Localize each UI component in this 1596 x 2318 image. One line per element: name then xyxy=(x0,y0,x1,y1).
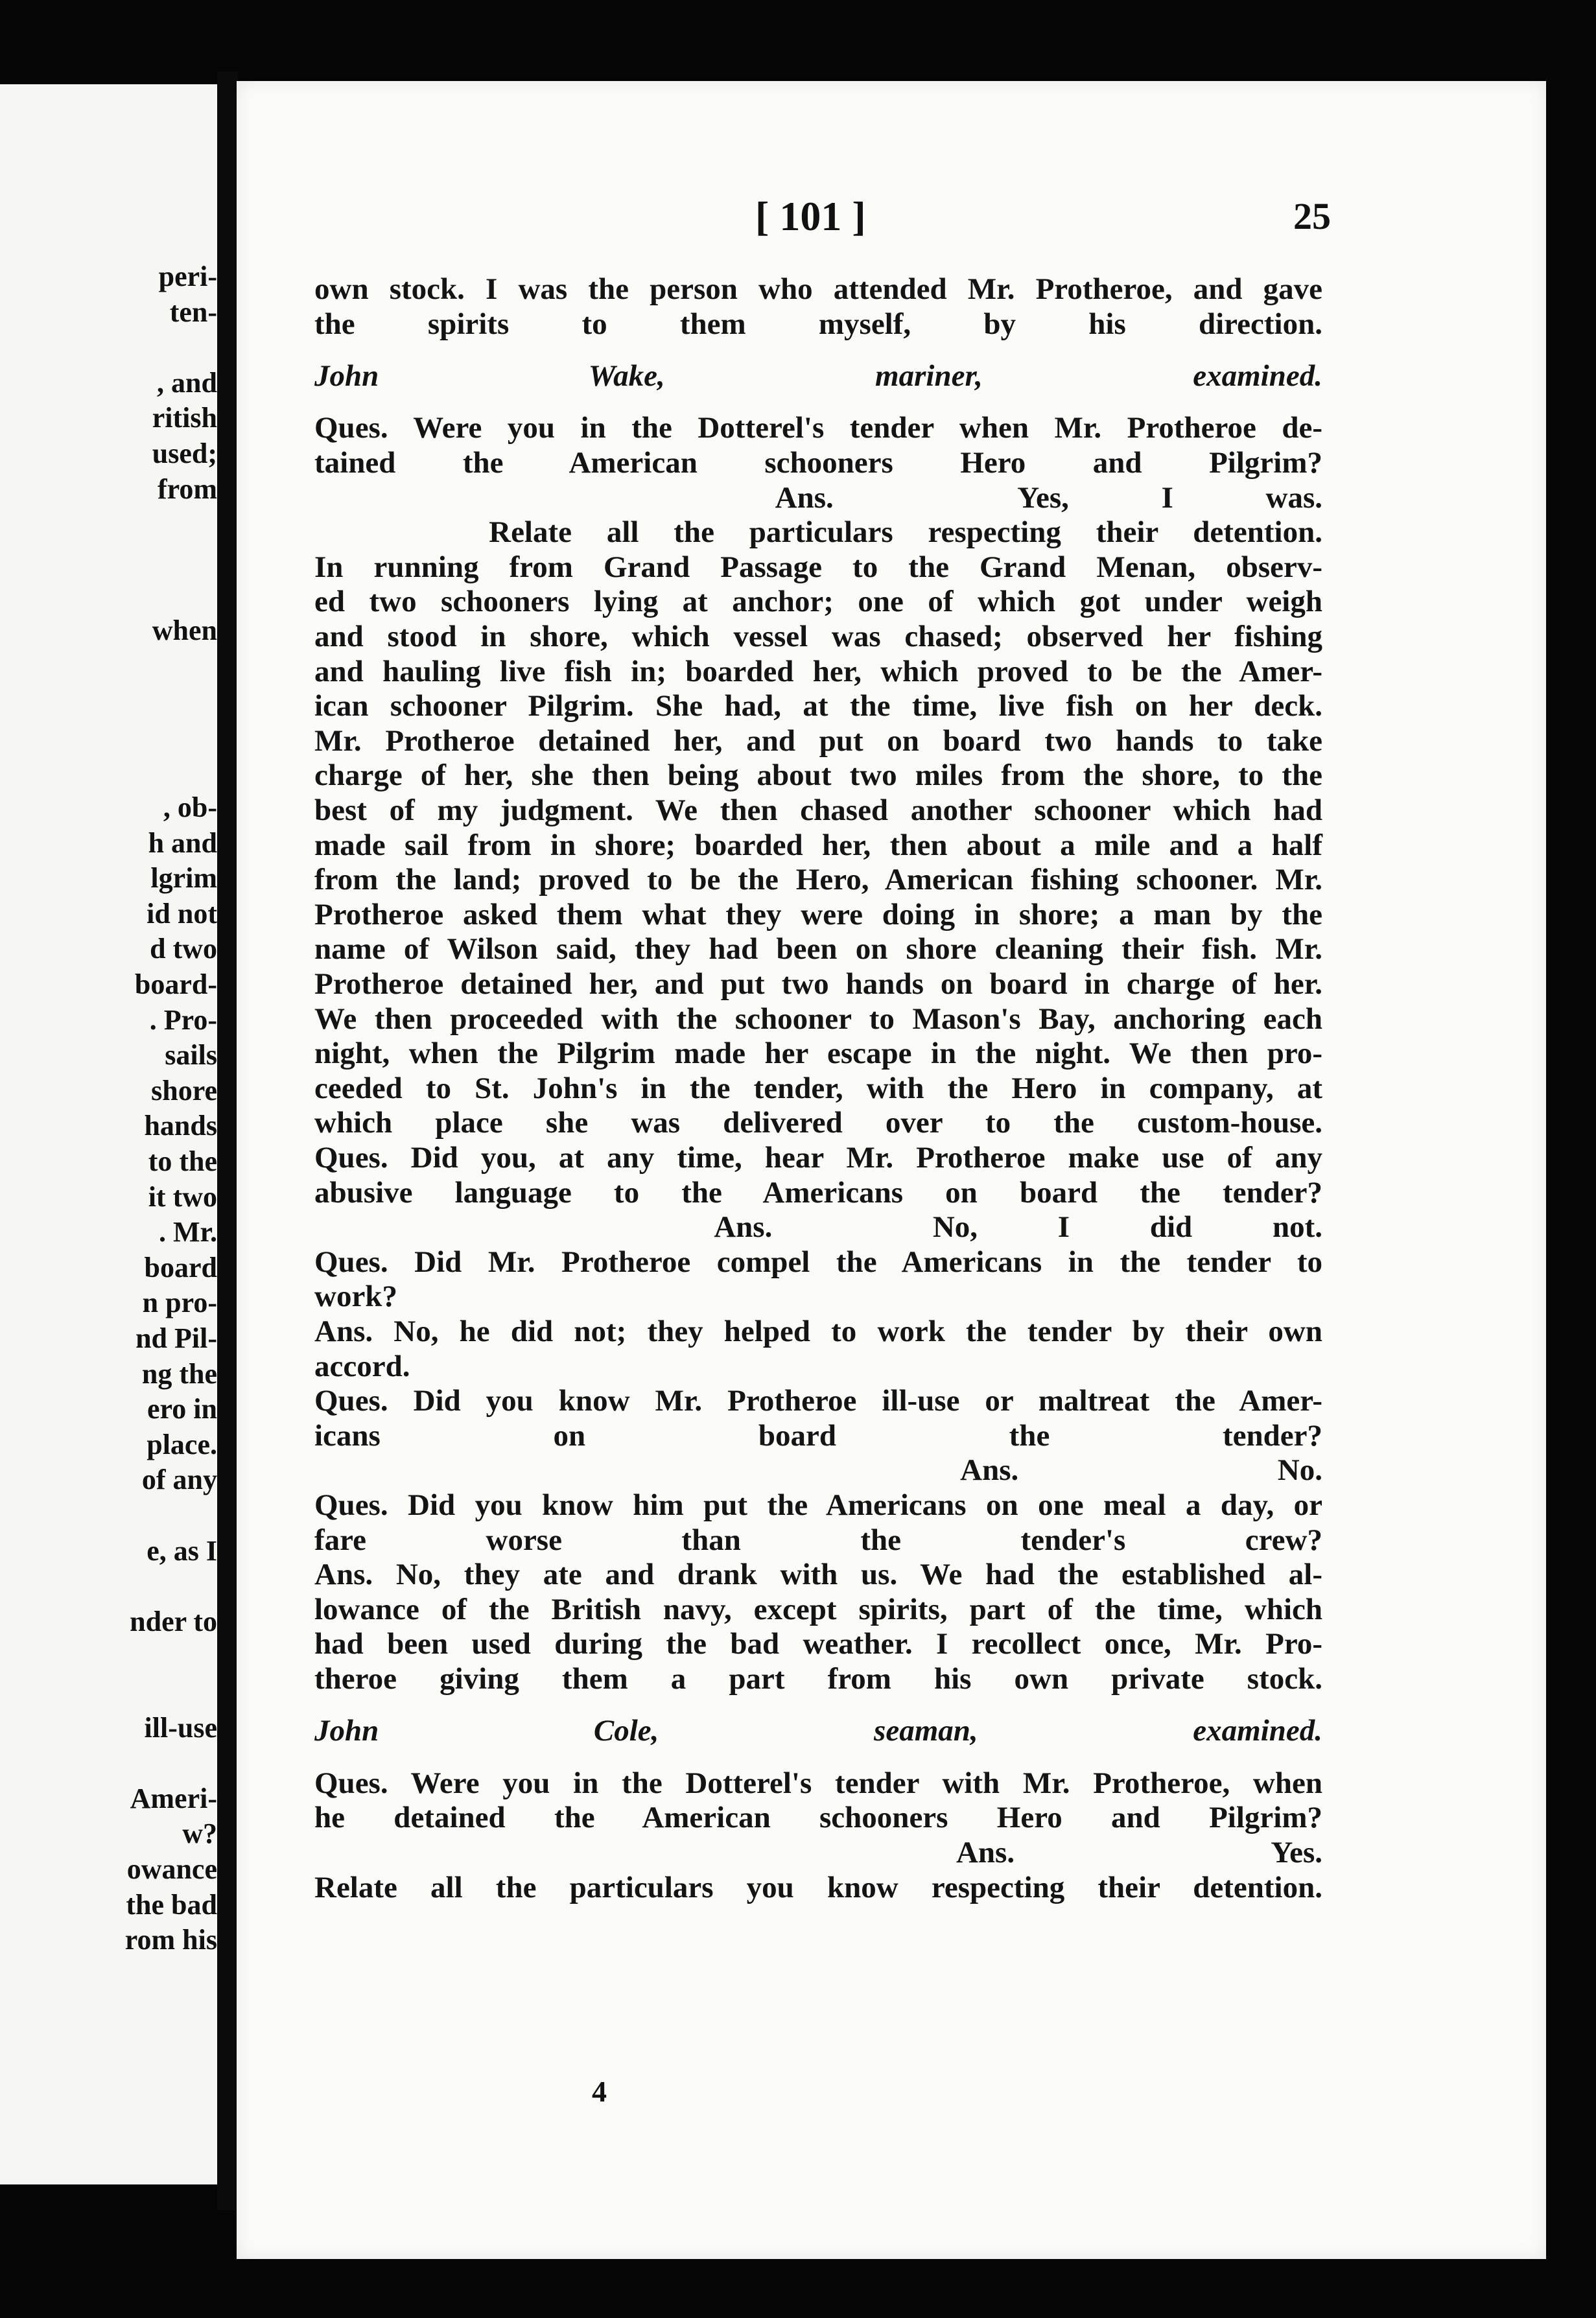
facing-page-fragment: ten- xyxy=(169,296,217,328)
facing-page xyxy=(0,84,217,2184)
text-line: work? xyxy=(314,1280,397,1314)
facing-page-fragment: d two xyxy=(150,933,217,965)
text-line: best of my judgment. We then chased another schooner which had xyxy=(314,793,1322,827)
facing-page-fragment: to the xyxy=(148,1145,217,1177)
text-line: and hauling live fish in; boarded her, which proved to be the Amer- xyxy=(314,654,1322,688)
facing-page-fragment: . Mr. xyxy=(158,1216,217,1248)
text-line: Ans. Yes. xyxy=(314,1836,1322,1869)
text-line: Ans. No. xyxy=(314,1453,1322,1488)
facing-page-fragment: , ob- xyxy=(163,791,217,823)
facing-page-fragment: when xyxy=(152,615,217,646)
text-line: Protheroe detained her, and put two hands on board in charge of her. xyxy=(314,967,1322,1001)
facing-page-fragment: the bad xyxy=(126,1888,217,1921)
facing-page-fragment: lgrim xyxy=(150,862,217,895)
text-line: Relate all the particulars you know respecting their detention. xyxy=(314,1870,1322,1904)
text-line: had been used during the bad weather. I recollect once, Mr. Pro- xyxy=(314,1627,1322,1661)
text-line: he detained the American schooners Hero and Pilgrim? xyxy=(314,1801,1322,1835)
facing-page-fragment: board xyxy=(144,1251,217,1283)
text-line: ican schooner Pilgrim. She had, at the time, live fish on her deck. xyxy=(314,689,1322,723)
text-line: night, when the Pilgrim made her escape in the night. We then pro- xyxy=(314,1036,1322,1071)
text-line: Ques. Were you in the Dotterel's tender with Mr. Protheroe, when xyxy=(314,1766,1322,1800)
text-line: from the land; proved to be the Hero, American fishing schooner. Mr. xyxy=(314,863,1322,897)
facing-page-fragment: sails xyxy=(165,1039,217,1071)
facing-page-fragment: of any xyxy=(141,1464,217,1496)
facing-page-fragment: . Pro- xyxy=(149,1003,217,1036)
text-line: Ques. Did Mr. Protheroe compel the Americans in the tender to xyxy=(314,1245,1322,1279)
text-line: Ans. No, I did not. xyxy=(314,1210,1322,1245)
text-line: own stock. I was the person who attended Mr. Protheroe, and gave xyxy=(314,272,1322,306)
text-line: abusive language to the Americans on board the tender? xyxy=(314,1175,1322,1210)
book-gutter xyxy=(217,71,238,2210)
facing-page-fragment: shore xyxy=(151,1074,217,1106)
page-number: 25 xyxy=(1293,195,1331,237)
text-line: and stood in shore, which vessel was chased; observed her fishing xyxy=(314,620,1322,653)
text-line: Ques. Did you, at any time, hear Mr. Protheroe make use of any xyxy=(314,1141,1322,1175)
facing-page-fragment: e, as I xyxy=(147,1534,217,1567)
facing-page-fragment: ill-use xyxy=(144,1711,217,1744)
text-line: Ans. No, he did not; they helped to work the tender by their own xyxy=(314,1315,1322,1348)
facing-page-fragment: rom his xyxy=(124,1924,217,1956)
text-line: which place she was delivered over to the custom-house. xyxy=(314,1106,1322,1140)
text-line: Ques. Were you in the Dotterel's tender when Mr. Protheroe de- xyxy=(314,411,1322,445)
text-line: Mr. Protheroe detained her, and put on board two hands to take xyxy=(314,723,1322,758)
running-head: [ 101 ] xyxy=(755,193,866,239)
printer-signature: 4 xyxy=(592,2075,607,2108)
facing-page-fragment: peri- xyxy=(158,261,217,292)
facing-page-fragment: board- xyxy=(134,968,217,1000)
text-line: ed two schooners lying at anchor; one of which got under weigh xyxy=(314,585,1322,619)
text-line: the spirits to them myself, by his direction. xyxy=(314,307,1322,341)
facing-page-fragment: ng the xyxy=(141,1357,217,1390)
text-line: icans on board the tender? xyxy=(314,1418,1322,1453)
facing-page-fragment: nd Pil- xyxy=(135,1322,217,1354)
text-line: Ques. Did you know Mr. Protheroe ill-use or maltreat the Amer- xyxy=(314,1384,1322,1418)
text-line: charge of her, she then being about two miles from the shore, to the xyxy=(314,758,1322,793)
text-line: made sail from in shore; boarded her, then about a mile and a half xyxy=(314,828,1322,862)
facing-page-fragment: owance xyxy=(126,1853,217,1885)
text-line: tained the American schooners Hero and Pilgrim? xyxy=(314,446,1322,480)
facing-page-fragment: from xyxy=(157,473,217,505)
book-page xyxy=(237,81,1546,2259)
facing-page-fragment: ero in xyxy=(147,1393,217,1425)
facing-page-fragment: hands xyxy=(144,1110,217,1142)
text-line: Protheroe asked them what they were doing in shore; a man by the xyxy=(314,897,1322,931)
facing-page-fragment: id not xyxy=(147,897,217,930)
facing-page-fragment: used; xyxy=(152,438,217,469)
text-line: fare worse than the tender's crew? xyxy=(314,1523,1322,1557)
facing-page-fragment: Ameri- xyxy=(130,1782,217,1814)
facing-page-fragment: n pro- xyxy=(142,1287,217,1319)
text-line: Relate all the particulars respecting their detention. xyxy=(314,515,1322,550)
text-line: accord. xyxy=(314,1349,410,1383)
facing-page-fragment: ritish xyxy=(152,402,217,434)
text-line: theroe giving them a part from his own private stock. xyxy=(314,1662,1322,1696)
witness-heading: John Cole, seaman, examined. xyxy=(314,1714,1322,1748)
text-line: Ans. No, they ate and drank with us. We had the established al- xyxy=(314,1558,1322,1592)
text-line: lowance of the British navy, except spirits, part of the time, which xyxy=(314,1592,1322,1626)
facing-page-fragment: , and xyxy=(157,366,217,399)
text-line: We then proceeded with the schooner to Mason's Bay, anchoring each xyxy=(314,1001,1322,1036)
facing-page-fragment: w? xyxy=(182,1818,217,1850)
text-line: In running from Grand Passage to the Grand Menan, observ- xyxy=(314,550,1322,584)
text-line: name of Wilson said, they had been on shore cleaning their fish. Mr. xyxy=(314,932,1322,966)
text-line: Ans. Yes, I was. xyxy=(314,480,1322,515)
text-line: ceeded to St. John's in the tender, with the Hero in company, at xyxy=(314,1071,1322,1105)
facing-page-fragment: nder to xyxy=(130,1605,217,1637)
facing-page-fragment: place. xyxy=(147,1428,217,1460)
witness-heading: John Wake, mariner, examined. xyxy=(314,359,1322,393)
facing-page-fragment: h and xyxy=(148,826,217,859)
text-line: Ques. Did you know him put the Americans on one meal a day, or xyxy=(314,1488,1322,1522)
facing-page-fragment: it two xyxy=(148,1180,217,1213)
